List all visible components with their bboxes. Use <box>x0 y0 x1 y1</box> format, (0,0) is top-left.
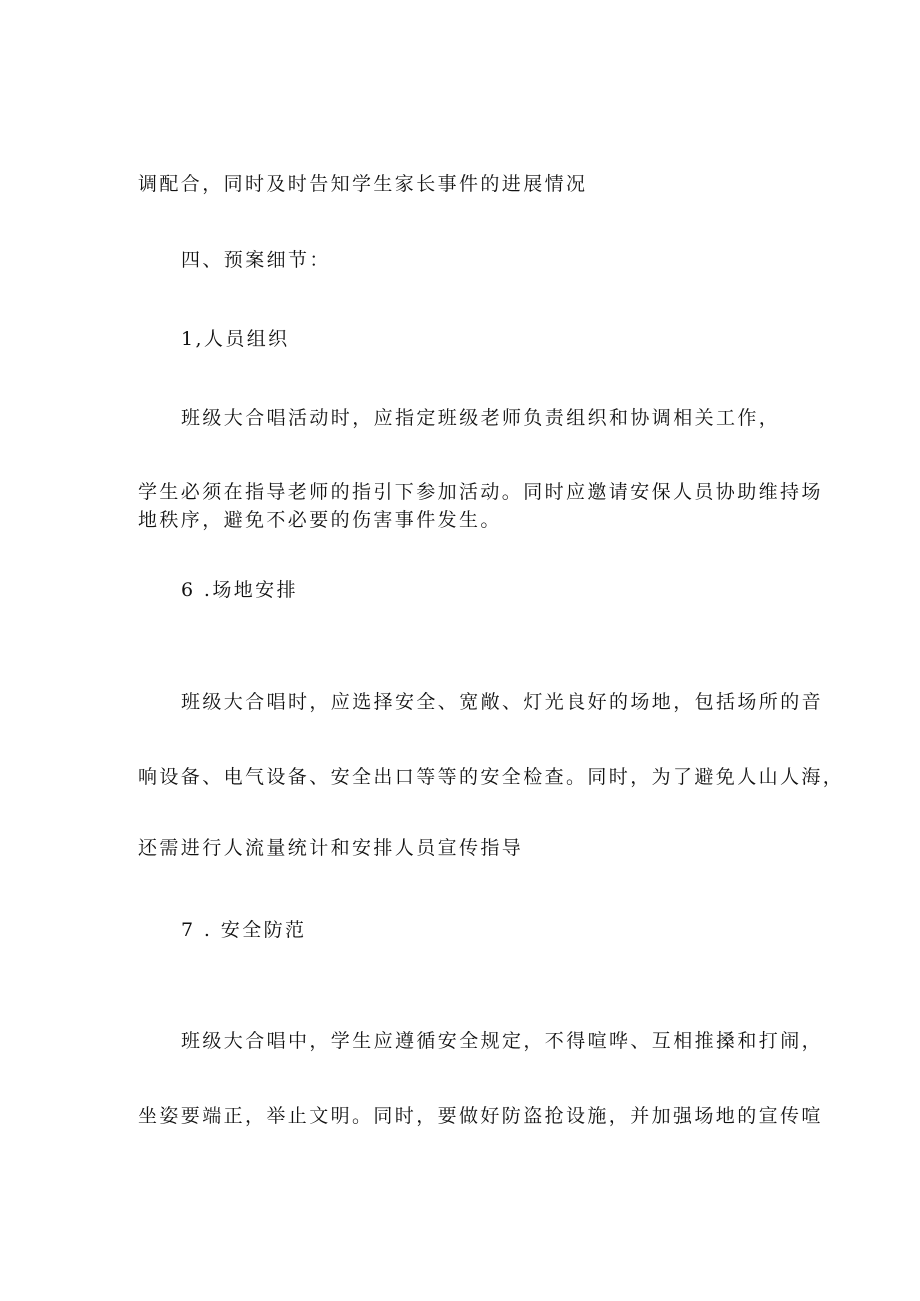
subsection-heading: 1,人员组织 <box>181 328 290 350</box>
paragraph-line: 班级大合唱中，学生应遵循安全规定，不得喧哗、互相推搡和打闹， <box>181 1030 824 1052</box>
paragraph-line: 坐姿要端正，举止文明。同时，要做好防盗抢设施，并加强场地的宣传喧 <box>138 1105 823 1127</box>
subsection-heading: 6 .场地安排 <box>181 579 298 601</box>
paragraph-line: 还需进行人流量统计和安排人员宣传指导 <box>138 837 524 859</box>
paragraph-line: 地秩序，避免不必要的伤害事件发生。 <box>138 509 502 531</box>
paragraph-line: 班级大合唱活动时，应指定班级老师负责组织和协调相关工作， <box>181 407 781 429</box>
paragraph-line: 调配合，同时及时告知学生家长事件的进展情况 <box>138 173 588 195</box>
paragraph-line: 学生必须在指导老师的指引下参加活动。同时应邀请安保人员协助维持场 <box>138 481 823 503</box>
paragraph-line: 班级大合唱时，应选择安全、宽敞、灯光良好的场地，包括场所的音 <box>181 691 824 713</box>
paragraph-line: 响设备、电气设备、安全出口等等的安全检查。同时，为了避免人山人海， <box>138 766 845 788</box>
section-heading: 四、预案细节： <box>181 249 331 271</box>
subsection-heading: 7 . 安全防范 <box>181 919 307 941</box>
